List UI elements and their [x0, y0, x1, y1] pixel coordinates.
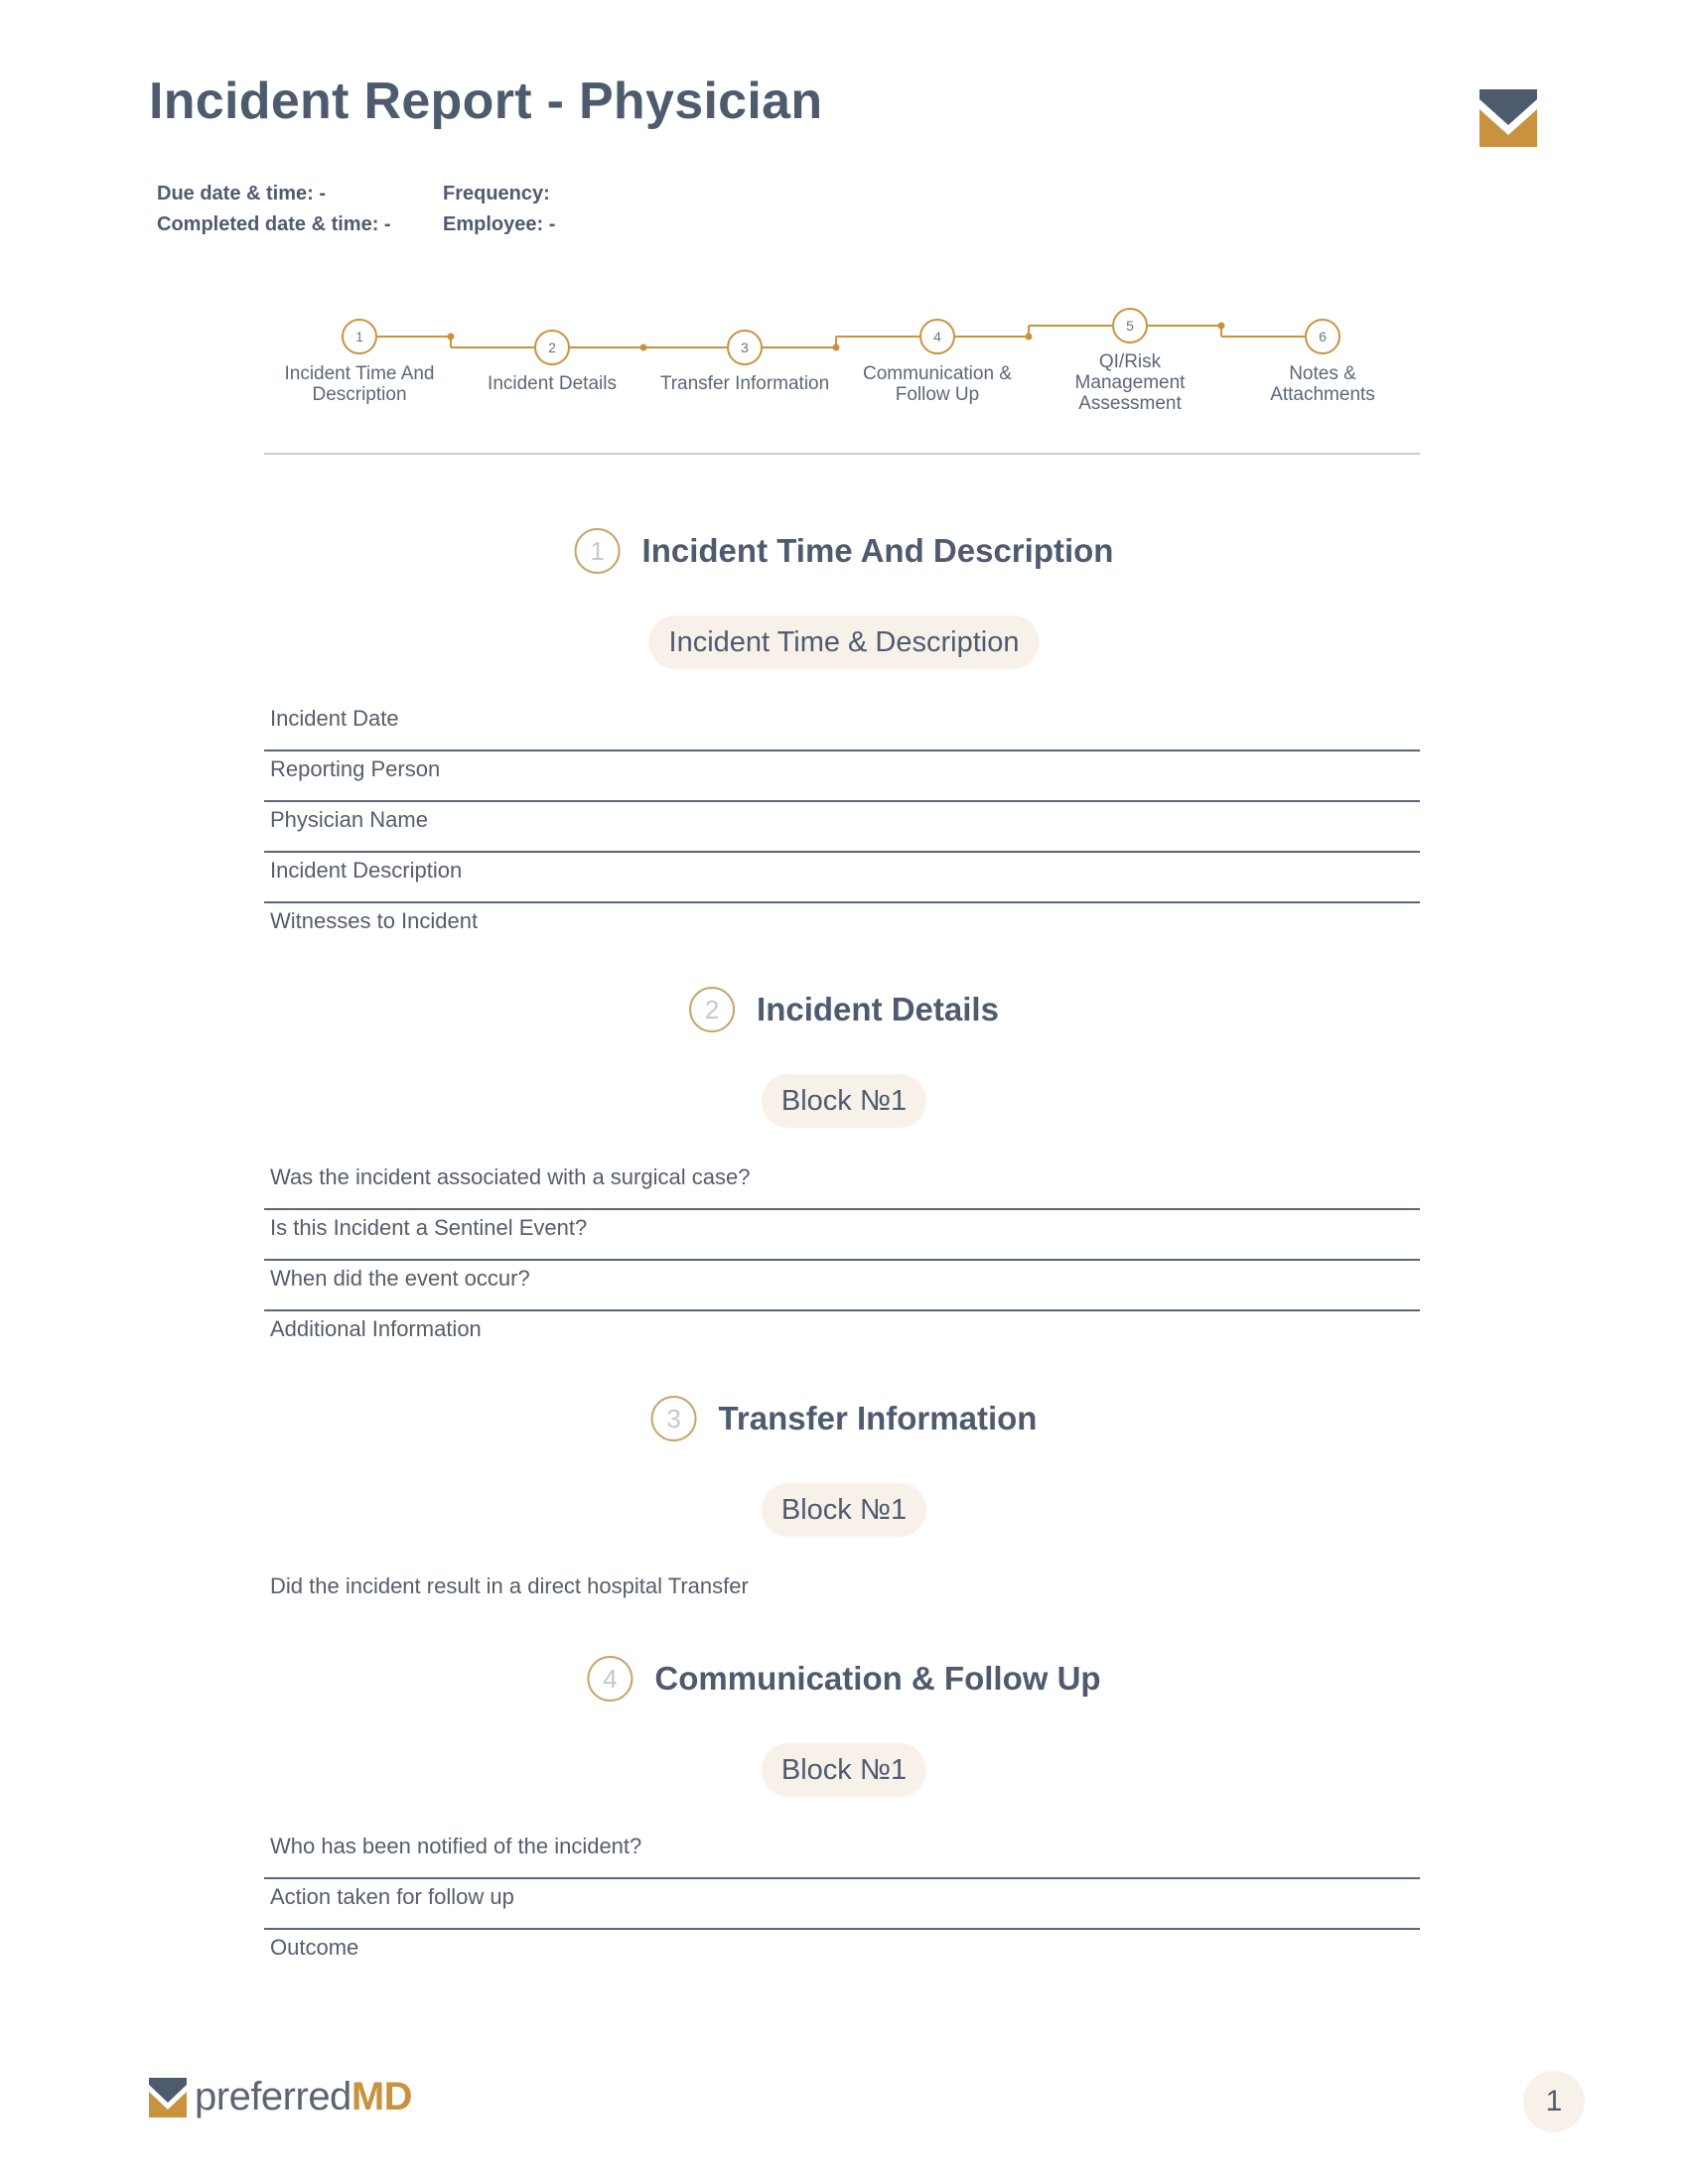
step-label-line: Incident Time And: [284, 363, 435, 384]
section-header-2: [0, 987, 1688, 1038]
block-label-pill: Block №1: [762, 1074, 926, 1128]
employee-value: -: [548, 213, 556, 235]
step-label-line: Follow Up: [895, 384, 980, 405]
section-number-badge: 1: [575, 528, 621, 574]
step-number: 4: [933, 329, 941, 344]
completed-date-value: -: [383, 213, 391, 235]
form-field-row[interactable]: Action taken for follow up: [264, 1879, 1420, 1930]
footer-brand: [149, 2075, 412, 2119]
step-label-5[interactable]: [1036, 351, 1224, 414]
step-3-marker: [728, 331, 762, 364]
section-number-badge: 3: [651, 1396, 697, 1441]
form-field-row[interactable]: Witnesses to Incident: [270, 908, 479, 933]
due-date-value: -: [319, 183, 327, 205]
step-label-line: Description: [312, 384, 407, 405]
employee-label: Employee:: [443, 213, 544, 235]
form-field-row[interactable]: Who has been notified of the incident?: [264, 1829, 1420, 1879]
section-title: Transfer Information: [718, 1400, 1038, 1436]
step-label-line: QI/Risk: [1098, 351, 1162, 372]
block-label-pill: Block №1: [762, 1743, 926, 1797]
form-field-row[interactable]: Physician Name: [264, 802, 1420, 853]
field-list: [264, 1160, 1420, 1360]
form-field-row[interactable]: Was the incident associated with a surgical case?: [264, 1160, 1420, 1210]
section-header-inner: [689, 987, 999, 1032]
step-label-1[interactable]: [265, 363, 454, 405]
section-number-badge: 2: [689, 987, 735, 1032]
step-label-6[interactable]: [1228, 363, 1417, 405]
block-label-pill: Incident Time & Description: [649, 615, 1040, 669]
form-field-row[interactable]: Did the incident result in a direct hospital Transfer: [270, 1573, 749, 1598]
brand-prefix: preferred: [195, 2075, 352, 2118]
form-field-row[interactable]: Additional Information: [270, 1316, 482, 1341]
form-field-row[interactable]: Incident Date: [264, 701, 1420, 751]
form-field-row[interactable]: Outcome: [270, 1935, 359, 1960]
step-number: 1: [355, 329, 363, 344]
section-header-inner: [587, 1656, 1100, 1702]
due-date-label: Due date & time:: [157, 183, 314, 205]
page-title: Incident Report - Physician: [149, 72, 823, 130]
step-label-line: Attachments: [1270, 384, 1375, 405]
field-list: [264, 701, 1420, 952]
step-2-marker: [535, 331, 569, 364]
frequency-label: Frequency:: [443, 183, 550, 205]
step-label-line: Incident Details: [488, 373, 617, 394]
step-1-marker: [343, 320, 376, 353]
header-divider: [264, 453, 1420, 455]
step-label-line: Management: [1074, 372, 1186, 393]
step-number: 5: [1126, 318, 1134, 334]
step-6-marker: [1306, 320, 1339, 353]
form-field-row[interactable]: Reporting Person: [264, 751, 1420, 802]
section-header-3: [0, 1396, 1688, 1447]
step-label-3[interactable]: [650, 373, 839, 394]
step-label-4[interactable]: [843, 363, 1032, 405]
section-title: Communication & Follow Up: [654, 1660, 1101, 1697]
step-label-line: Transfer Information: [659, 373, 830, 394]
field-list: [264, 1569, 1420, 1617]
step-5-marker: [1113, 309, 1147, 342]
form-field-row[interactable]: When did the event occur?: [264, 1261, 1420, 1311]
completed-date-label: Completed date & time:: [157, 213, 379, 235]
form-field-row[interactable]: Is this Incident a Sentinel Event?: [264, 1210, 1420, 1261]
brand-suffix: MD: [351, 2075, 413, 2118]
page-number: 1: [1523, 2071, 1585, 2132]
progress-stepper: [0, 0, 1688, 437]
section-header-4: [0, 1656, 1688, 1707]
step-number: 2: [548, 340, 556, 355]
field-list: [264, 1829, 1420, 1979]
brand-wordmark: [195, 2075, 412, 2119]
section-header-1: [0, 528, 1688, 580]
step-label-line: Assessment: [1078, 393, 1182, 414]
section-header-inner: [575, 528, 1114, 574]
preferredmd-footer-logo-icon: [149, 2078, 187, 2117]
step-label-2[interactable]: [458, 373, 646, 394]
step-4-marker: [920, 320, 954, 353]
step-label-line: Notes &: [1289, 363, 1356, 384]
section-title: Incident Details: [757, 991, 999, 1027]
step-number: 6: [1319, 329, 1327, 344]
form-field-row[interactable]: Incident Description: [264, 853, 1420, 903]
section-title: Incident Time And Description: [641, 532, 1114, 569]
block-label-pill: Block №1: [762, 1483, 926, 1537]
step-number: 3: [741, 340, 749, 355]
section-header-inner: [651, 1396, 1038, 1441]
step-label-line: Communication &: [863, 363, 1012, 384]
section-number-badge: 4: [587, 1656, 633, 1702]
